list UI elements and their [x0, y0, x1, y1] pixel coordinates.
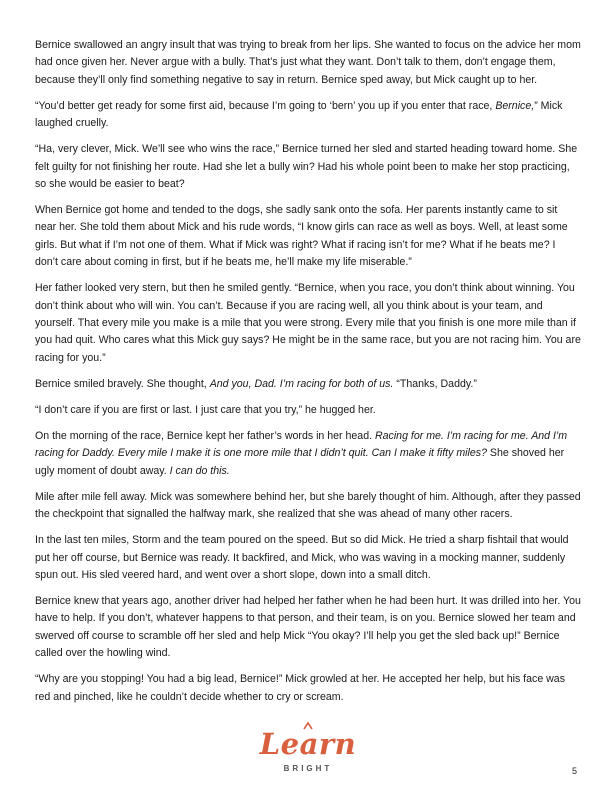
italic-run: I can do this.: [169, 464, 230, 477]
text-run: In the last ten miles, Storm and the team poured on the speed. But so did Mick. He tried a sharp fishtail that would put her off course, but Bernice was ready. It backfired, and Mick, who was waving in a mocking manner, suddenly spun out. His sled veered hard, and went over a short slope, down into a small ditch.: [35, 534, 569, 581]
text-run: “I don’t care if you are first or last. I just care that you try,” he hugged her.: [35, 403, 376, 416]
text-run: Bernice knew that years ago, another driver had helped her father when he had been hurt. It was drilled into her. You have to help. If you don’t, whatever happens to that person, and their team, is on you. Bernice slowed her team and swerved off course to scramble off her sled and help Mick “You okay? I’ll help you get the sled back up!” Bernice called over the howling wind.: [35, 594, 581, 660]
learn-bright-logo: [253, 727, 363, 787]
italic-run: Racing for me. I’m racing for me. And I’m racing for Daddy. Every mile I make it is one more mile that I didn’t quit. Can I make it fifty miles?: [35, 429, 568, 460]
paragraph: [35, 280, 581, 367]
text-run: ” Mick laughed cruelly.: [35, 99, 563, 130]
text-run: When Bernice got home and tended to the dogs, she sadly sank onto the sofa. Her parents instantly came to sit near her. She told them about Mick and his rude words, “I know girls can race as well as boys. Well, at least some girls. But what if I’m not one of them. What if Mick was right? What if racing isn’t for me? What if he beats me? I don’t care about coming in first, but if he beats me, he’ll make my life miserable.”: [35, 204, 568, 269]
paragraph: [35, 37, 581, 89]
paragraph: [35, 402, 581, 419]
paragraph: [35, 593, 581, 663]
paragraph: [35, 428, 581, 480]
paragraph: [35, 671, 581, 706]
text-run: “Why are you stopping! You had a big lead, Bernice!” Mick growled at her. He accepted her help, but his face was red and pinched, like he couldn’t decide whether to cry or scream.: [35, 673, 565, 703]
text-run: “You’d better get ready for some first aid, because I’m going to ‘bern’ you up if you enter that race,: [35, 99, 496, 112]
paragraph: [35, 532, 581, 584]
page-number: 5: [572, 766, 578, 776]
story-text: [35, 37, 581, 715]
logo-subtitle: BRIGHT: [283, 764, 333, 773]
text-run: Mile after mile fell away. Mick was somewhere behind her, but she barely thought of him. Although, after they passed the checkpoint that signalled the halfway mark, she realized that she was ahead of many other racers.: [35, 490, 581, 521]
text-run: Bernice smiled bravely. She thought,: [35, 377, 210, 390]
paragraph: [35, 141, 581, 193]
italic-run: Bernice,: [495, 99, 535, 112]
logo-word: Learn: [259, 727, 357, 761]
text-run: On the morning of the race, Bernice kept her father’s words in her head.: [35, 429, 375, 442]
italic-run: And you, Dad. I’m racing for both of us.: [209, 377, 394, 390]
paragraph: [35, 489, 581, 524]
text-run: “Thanks, Daddy.”: [393, 377, 477, 390]
text-run: She shoved her ugly moment of doubt away.: [35, 447, 565, 477]
text-run: Bernice swallowed an angry insult that was trying to break from her lips. She wanted to focus on the advice her mom had once given her. Never argue with a bully. That’s just what they want. Don’t talk to them, don’t engage them, because they’ll only find something negative to say in return. Bernice sped away, but Mick caught up to her.: [35, 39, 581, 86]
paragraph: [35, 202, 581, 272]
text-run: “Ha, very clever, Mick. We’ll see who wins the race,” Bernice turned her sled and started heading toward home. She felt guilty for not finishing her route. Had she let a bully win? Had his whole point been to make her stop practicing, so she would be easier to beat?: [35, 143, 578, 191]
paragraph: [35, 376, 581, 393]
paragraph: [35, 98, 581, 133]
text-run: Her father looked very stern, but then he smiled gently. “Bernice, when you race, you don’t think about winning. You don’t think about who will win. You can’t. Because if you are racing well, all you think about is your team, and yourself. That every mile you make is a mile that you were strong. Every mile that you finish is one more mile than if you had quit. Who cares what this Mick guy says? He might be in the same race, but you are not racing him. You are racing for you.”: [35, 282, 581, 364]
